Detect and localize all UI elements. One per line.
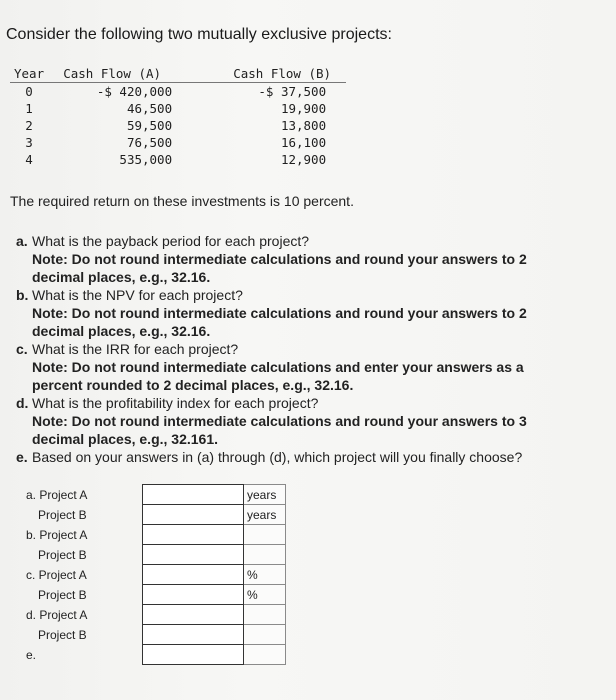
answer-row [22,505,286,525]
answer-row [22,545,286,565]
question-e [16,448,576,466]
answer-label: Project B [38,627,87,642]
cash-flow-a-cell: 76,500 [126,135,173,150]
cash-flow-row [10,151,346,168]
answer-input[interactable] [143,625,244,645]
answer-label: e. [26,647,37,662]
question-text: What is the IRR for each project? [32,341,239,357]
cash-flow-b-cell: 12,900 [280,152,327,167]
answer-row [22,645,286,665]
answer-input[interactable] [143,505,244,525]
cash-flow-a-cell: 46,500 [126,101,173,116]
answer-unit [244,545,286,565]
question-label: a. [16,233,28,249]
answer-input[interactable] [143,565,244,585]
answer-label: Project B [38,507,87,522]
year-cell: 1 [25,101,33,116]
question-text: What is the NPV for each project? [32,287,243,303]
answer-unit: % [244,565,286,585]
question-text: What is the payback period for each project? [32,233,310,249]
question-note: Note: Do not round intermediate calculations and round your answers to 3 decimal places, e.g., 32.161. [32,413,527,447]
answer-unit: % [244,585,286,605]
year-cell: 2 [25,118,33,133]
question-label: e. [16,449,28,465]
answer-label: Project B [38,547,87,562]
question-list [16,232,576,466]
cash-flow-header-row [10,64,346,83]
cash-flow-row [10,117,346,134]
answer-label: a. Project A [26,487,88,502]
answer-input[interactable] [143,545,244,565]
answer-input[interactable] [143,585,244,605]
answer-input[interactable] [143,605,244,625]
answer-label: d. Project A [26,607,88,622]
answer-row [22,605,286,625]
required-return-text: The required return on these investments is 10 percent. [10,193,354,209]
question-note: Note: Do not round intermediate calculations and round your answers to 2 decimal places, e.g., 32.16. [32,251,527,285]
answer-input[interactable] [143,485,244,505]
cash-flow-row [10,100,346,117]
problem-prompt: Consider the following two mutually exclusive projects: [6,26,392,43]
year-cell: 3 [25,135,33,150]
answer-row [22,485,286,505]
answer-row [22,565,286,585]
question-a [16,232,576,286]
question-b [16,286,576,340]
question-text: What is the profitability index for each project? [32,395,319,411]
year-cell: 0 [25,84,33,99]
question-c [16,340,576,394]
answer-input[interactable] [143,525,244,545]
cash-flow-table [10,64,346,168]
answer-unit [244,645,286,665]
question-label: b. [16,287,29,303]
header-gap [176,64,218,83]
cash-flow-b-cell: 19,900 [280,101,327,116]
answer-input[interactable] [143,645,244,665]
year-cell: 4 [25,152,33,167]
answer-label: c. Project A [26,567,87,582]
cash-flow-b-cell: 13,800 [280,118,327,133]
header-year: Year [10,64,48,83]
answer-unit [244,605,286,625]
answer-table [22,484,286,665]
answer-row [22,625,286,645]
question-text: Based on your answers in (a) through (d), which project will you finally choose? [32,449,523,465]
answer-label: Project B [38,587,87,602]
question-label: c. [16,341,28,357]
answer-unit [244,625,286,645]
answer-unit: years [244,485,286,505]
answer-unit: years [244,505,286,525]
cash-flow-a-cell: -$ 420,000 [96,84,173,99]
answer-unit [244,525,286,545]
header-cash-flow-b: Cash Flow (B) [218,64,346,83]
cash-flow-b-cell: 16,100 [280,135,327,150]
answer-label: b. Project A [26,527,88,542]
question-label: d. [16,395,29,411]
cash-flow-a-cell: 535,000 [119,152,173,167]
header-cash-flow-a: Cash Flow (A) [48,64,176,83]
question-note: Note: Do not round intermediate calculations and round your answers to 2 decimal places, e.g., 32.16. [32,305,527,339]
cash-flow-row [10,83,346,101]
answer-row [22,525,286,545]
answer-row [22,585,286,605]
question-note: Note: Do not round intermediate calculations and enter your answers as a percent rounded to 2 decimal places, e.g., 32.16. [32,359,524,393]
cash-flow-row [10,134,346,151]
question-d [16,394,576,448]
cash-flow-a-cell: 59,500 [126,118,173,133]
cash-flow-b-cell: -$ 37,500 [258,84,327,99]
